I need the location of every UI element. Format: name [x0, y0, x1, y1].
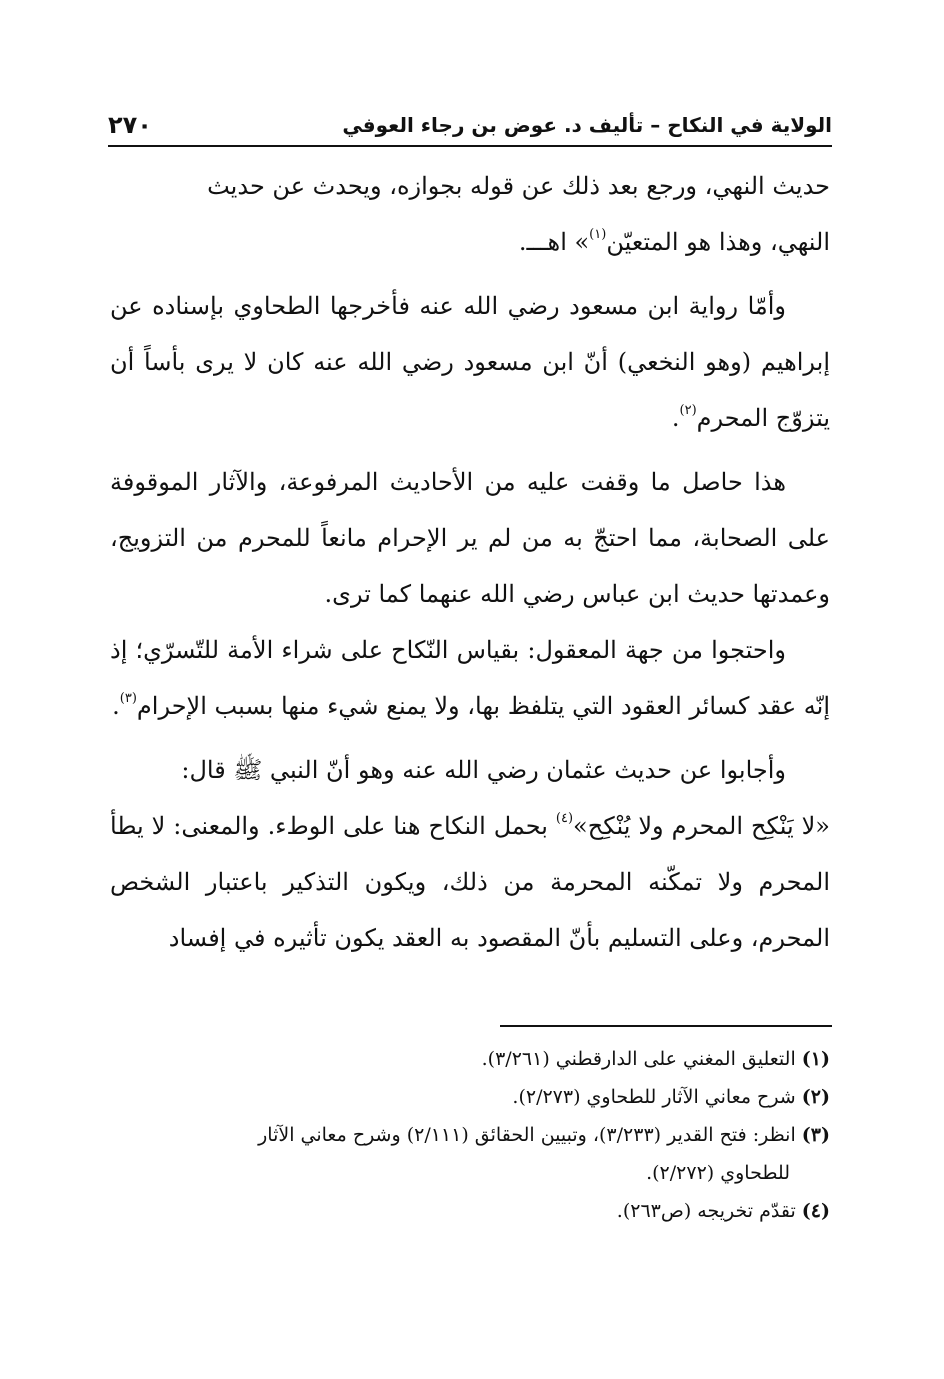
- paragraph-4: [110, 622, 830, 734]
- footnote-3-continuation: للطحاوي (٢/٢٧٢).: [646, 1162, 790, 1184]
- footnote-1-text: التعليق المغني على الدارقطني (٣/٢٦١).: [481, 1048, 796, 1070]
- footnote-1-number: (١): [801, 1048, 830, 1070]
- paragraph-5-text: بحمل النكاح هنا على الوطء. والمعنى: لا يطأ المحرم ولا تمكّنه المحرمة من ذلك، ويكون التذكير باعتبار الشخص المحرم، وعلى التسليم بأنّ المقصود به العقد يكون تأثيره في إفساد: [110, 812, 830, 952]
- paragraph-3-text: هذا حاصل ما وقفت عليه من الأحاديث المرفوعة، والآثار الموقوفة على الصحابة، مما احتجّ به من لم ير الإحرام مانعاً للمحرم من التزويج، وعمدتها حديث ابن عباس رضي الله عنهما كما ترى.: [110, 468, 830, 608]
- footnote-4-number: (٤): [801, 1200, 830, 1222]
- footnote-marker-3: (٣): [119, 691, 137, 706]
- paragraph-5: [110, 742, 830, 966]
- paragraph-2-end: .: [671, 404, 680, 432]
- paragraph-3: [110, 454, 830, 622]
- paragraph-5-line-1: وأجابوا عن حديث عثمان رضي الله عنه وهو أنّ النبي ﷺ قال:: [181, 756, 786, 784]
- running-title: الولاية في النكاح – تأليف د. عوض بن رجاء العوفي: [342, 113, 832, 137]
- paragraph-1-line-2: النهي، وهذا هو المتعيّن: [606, 228, 830, 256]
- footnote-4-text: تقدّم تخريجه (ص٢٦٣).: [616, 1200, 796, 1222]
- footnote-2: [180, 1078, 830, 1116]
- footnote-marker-2: (٢): [679, 403, 697, 418]
- footnote-2-text: شرح معاني الآثار للطحاوي (٢/٢٧٣).: [512, 1086, 796, 1108]
- paragraph-2-text: وأمّا رواية ابن مسعود رضي الله عنه فأخرجها الطحاوي بإسناده عن إبراهيم (وهو النخعي) أنّ ابن مسعود رضي الله عنه كان لا يرى بأساً أن يتزوّج المحرم: [110, 292, 830, 432]
- hadith-quote: «لا يَنْكِح المحرم ولا يُنْكِح»: [573, 812, 830, 840]
- footnote-rule: [500, 1025, 832, 1027]
- footnote-3: [180, 1116, 830, 1192]
- footnotes: [180, 1040, 830, 1230]
- page-header: [108, 96, 832, 140]
- body-text: [110, 158, 830, 966]
- footnote-marker-1: (١): [589, 227, 607, 242]
- paragraph-1-quote-close: » اهـــ.: [518, 228, 590, 256]
- paragraph-4-end: .: [112, 692, 120, 720]
- paragraph-2: [110, 278, 830, 446]
- footnote-marker-4: (٤): [555, 811, 574, 826]
- paragraph-4-text: واحتجوا من جهة المعقول: بقياس النّكاح على شراء الأمة للتّسرّي؛ إذ إنّه عقد كسائر العقود التي يتلفظ بها، ولا يمنع شيء منها بسبب الإحرام: [110, 636, 830, 720]
- header-rule: [108, 145, 832, 147]
- paragraph-1: [110, 158, 830, 270]
- footnote-3-number: (٣): [801, 1124, 830, 1146]
- footnote-1: [180, 1040, 830, 1078]
- page-number: ٢٧٠: [108, 111, 152, 139]
- paragraph-1-line-1: حديث النهي، ورجع بعد ذلك عن قوله بجوازه، ويحدث عن حديث: [207, 172, 830, 200]
- footnote-4: [180, 1192, 830, 1230]
- footnote-3-text: انظر: فتح القدير (٣/٢٣٣)، وتبيين الحقائق (٢/١١١) وشرح معاني الآثار: [258, 1124, 796, 1146]
- footnote-2-number: (٢): [801, 1086, 830, 1108]
